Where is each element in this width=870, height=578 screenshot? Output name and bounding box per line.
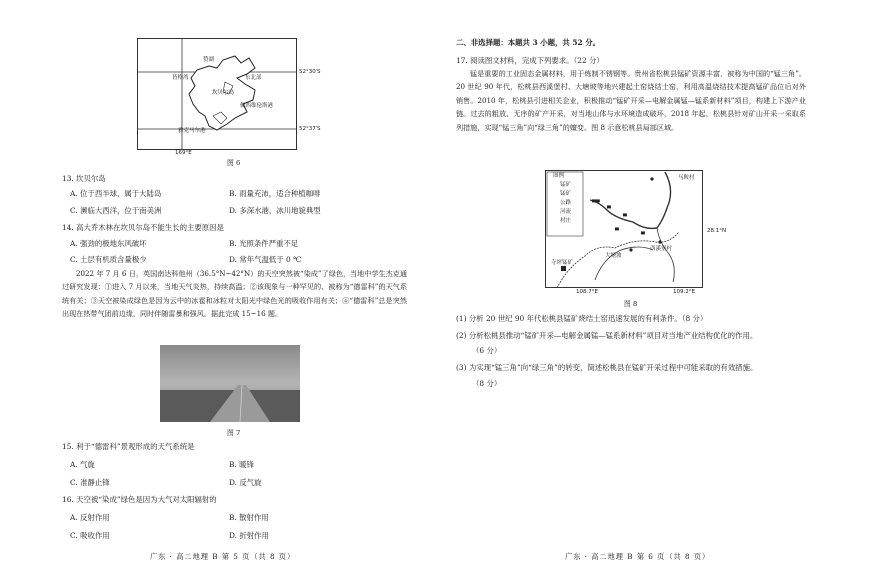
map-label: 皆格湾 [172,75,189,81]
legend-item: 锰矿 [560,191,572,197]
q14-option-b: B. 光照条件严重不足 [229,239,299,248]
q16-option-a: A. 反射作用 [70,513,110,522]
map-label: 西溪堡村 [650,246,673,252]
map-label: 雅克马尔港 [178,128,206,134]
q16-option-b: B. 散射作用 [229,513,269,522]
map-label: 寺坪锰矿 [551,260,574,266]
map-label: 马鞍村 [678,175,695,181]
q17-3: (3) 为实现“锰三角”向“绿三角”的转变，简述松桃县在锰矿开采过程中可能采取的有效措施。 [456,363,758,372]
q15-option-a: A. 气旋 [70,460,95,469]
q13-stem: 13. 坎贝尔岛 [62,174,106,183]
q14-option-d: D. 常年气温低于 0 ℃ [229,255,302,264]
q16-option-c: C. 吸收作用 [70,531,110,540]
q13-option-b: B. 雨量充沛，适合种植咖啡 [229,189,321,198]
section-heading: 二、非选择题：本题共 3 小题，共 52 分。 [456,38,600,47]
q13-option-d: D. 多深水港，冰川地貌典型 [229,206,321,215]
map-label: 52°30′S [299,69,321,75]
q17-3-score: （8 分） [472,379,502,388]
figure-caption: 图 6 [227,159,241,167]
map-label: 大塘坡 [605,253,622,259]
map-label: 佩西维伦斯港 [240,103,274,109]
map-label: 109.2°E [673,289,695,295]
q15-stem: 15. 利于“德雷科”景观形成的天气系统是 [62,442,195,451]
map-label: 108.7°E [576,289,598,295]
q14-option-a: A. 强劲的极地东风破坏 [70,239,147,248]
svg-text:▀: ▀ [615,228,619,234]
right-page [435,0,870,578]
q16-stem: 16. 天空被“染成”绿色是因为大气对太阳辐射的 [62,495,217,504]
legend-title: 图例 [553,173,565,179]
figure-caption: 图 7 [227,429,241,437]
legend-item: 公路 [560,200,572,206]
q16-option-d: D. 折射作用 [229,531,269,540]
map-label: 赞湖 [203,57,215,63]
figure-7-photo [160,345,300,422]
q17-heading: 17. 阅读图文材料，完成下列要求。（22 分） [456,56,604,65]
svg-text:▀: ▀ [623,214,627,220]
passage-17: 锰是重要的工业固态金属材料，用于炼制不锈钢等。贵州省松桃县锰矿资源丰富，被称为中国的“锰三角”。20 世纪 90 年代，松桃县西溪堡村、大塘坡等地兴建起土窑烧结土窑，利用高温烧结技术提高锰矿品位后对外销售。2010 年，松桃县引进相关企业，积极推动“锰矿开采—电解金属锰—锰系新材料”项目，构建上下游产业链。过去的粗放、无序的矿产开采，对当地山体与水环境造成破坏，2018 年起，松桃县针对矿山开采一采取系列措施，实现“锰三角”向“绿三角”的嬗变。图 8 示意松桃县局部区域。 [456,69,806,132]
map-label: 169°E [175,150,192,156]
q17-2: (2) 分析松桃县推动“锰矿开采—电解金属锰—锰系新材料”项目对当地产业结构优化的作用。 [456,331,758,340]
q15-option-d: D. 反气旋 [229,478,262,487]
q13-option-c: C. 濒临大西洋，位于南美洲 [70,206,162,215]
figure-caption: 图 8 [624,300,638,308]
svg-text:▀▀: ▀▀ [592,200,600,206]
map-label: 坎贝尔岛 [212,90,235,96]
map-label: 28.1°N [707,228,727,234]
svg-text:▀: ▀ [641,232,645,238]
q17-2-score: （6 分） [472,346,502,355]
map-label: 52°37′S [299,126,321,132]
legend-item: 锰矿 [560,182,572,188]
q17-1: (1) 分析 20 世纪 90 年代松桃县锰矿烧结土窑迅速发展的有利条件。（8 分） [456,314,708,323]
q15-option-c: C. 准静止锋 [70,478,110,487]
legend-item: 村庄 [560,218,572,224]
q14-stem: 14. 高大乔木林在坎贝尔岛不能生长的主要原因是 [62,223,224,232]
q13-option-a: A. 位于西半球，属于大陆岛 [70,189,162,198]
page-footer: 广东 · 高二地理 B 第 6 页（共 8 页） [565,552,711,561]
q15-option-b: B. 暖锋 [229,460,254,469]
svg-text:▀: ▀ [607,206,611,212]
q14-option-c: C. 土层有机质含量极少 [70,255,147,264]
passage-15-16: 2022 年 7 月 6 日，英国南达科他州（36.5°N~42°N）的天空突然被“染成”了绿色，当地中学生杰克通过研究发现：①进入 7 月以来，当地天气炎热，持续高温；②该现象与一种罕见的、被称为“德雷科”的天气系统有关；③天空被染成绿色是因为云中的冰雹和冰粒对太阳光中绿色光的吸收作用有关；④“德雷科”总是突然出现在热带气团前边缘，同时伴随雷暴和强风。据此完成 15~16 题。 [62,269,407,319]
map-label: 东北部 [245,75,262,81]
legend-item: 河流 [560,209,572,215]
page-footer: 广东 · 高二地理 B 第 5 页（共 8 页） [150,552,296,561]
